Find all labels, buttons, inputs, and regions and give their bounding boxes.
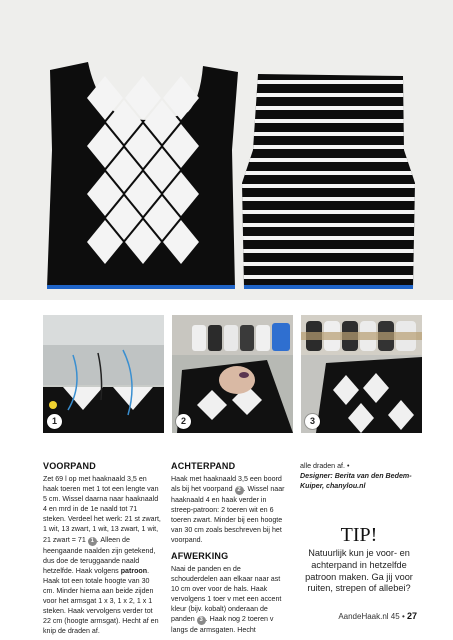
step-photos — [43, 315, 413, 433]
heading-achterpand: ACHTERPAND — [171, 461, 236, 471]
footer-bullet: • — [401, 612, 405, 621]
crochet-vests-photo — [0, 0, 453, 300]
heading-voorpand: VOORPAND — [43, 461, 96, 471]
stripe-motif — [240, 262, 420, 266]
page-number: 27 — [406, 611, 417, 621]
stripe-motif — [240, 197, 420, 201]
stripe-motif — [240, 223, 420, 227]
voorpand-text-c: . Haak tot een totale hoogte van 30 cm. Minder hierna aan beide zijden voor het armsgat 1 x 3, 1 x 2, 1 x 1 steken. Haak vervolgens verder tot 22 cm (hoogte armsgat). Hecht af en knip de draden af. — [43, 566, 159, 636]
stripe-motif — [240, 236, 420, 240]
achterpand-text-b: . Wissel naar haaknaald 4 en haak verder in streep-patroon: 2 toeren wit en 6 toeren zwart. Minder bij een hoogte van 30 cm zoals beschreven bij het voorpand. — [171, 485, 285, 545]
afwerking-text-c: Naai de panden en de schouderdelen aan elkaar naar ast 10 cm over voor de hals. Haak vervolgens 1 toer v met een accent kleur (bijv. kobalt) onderaan de panden — [171, 564, 282, 624]
step-badge-1: 1 — [47, 414, 62, 429]
step-ref-2: 2 — [235, 486, 244, 495]
col3-text — [300, 461, 418, 471]
step-ref-3: 3 — [197, 616, 206, 625]
stripe-motif — [240, 275, 420, 279]
col3-bullet: • — [346, 462, 350, 470]
stripe-motif — [240, 80, 420, 84]
column-achterpand — [171, 461, 289, 635]
voorpand-text — [43, 474, 161, 636]
step-ref-1: 1 — [88, 537, 97, 546]
footer-site: AandeHaak.nl 45 — [338, 612, 400, 621]
achterpand-text — [171, 474, 289, 546]
stripe-motif — [240, 158, 420, 162]
stripe-motif — [240, 210, 420, 214]
step-badge-2: 2 — [176, 414, 191, 429]
stripe-motif — [240, 93, 420, 97]
designer-credit: Designer: Berita van den Bedem-Kuiper, chanylou.nl — [300, 472, 412, 491]
afwerking-text — [171, 564, 289, 636]
patroon-word: patroon — [120, 566, 148, 575]
step-photo-3 — [301, 315, 422, 433]
step-photo-2 — [172, 315, 293, 433]
tip-title: TIP! — [340, 524, 378, 546]
step-badge-3: 3 — [305, 414, 320, 429]
stripe-motif — [240, 184, 420, 188]
tip-text: Natuurlijk kun je voor- en achterpand in hetzelfde patroon maken. Ga jij voor ruiten, strepen of allebei? — [305, 548, 413, 594]
hero-photo — [0, 0, 453, 300]
column-3 — [300, 461, 418, 491]
front-panel-accent-edge — [47, 285, 235, 289]
stripe-motif — [240, 249, 420, 253]
stripe-motif — [240, 145, 420, 149]
tip-box — [300, 524, 418, 595]
step-photo-1 — [43, 315, 164, 433]
stripe-motif — [240, 171, 420, 175]
column-voorpand — [43, 461, 161, 636]
afwerking-text-d: . Haak nog 2 toeren v langs de armsgaten. Hecht — [171, 615, 274, 635]
page-footer — [338, 611, 417, 621]
stripe-motif — [240, 132, 420, 136]
achterpand-text-a: Haak met haaknaald 3,5 een boord als bij het voorpand — [171, 475, 282, 494]
heading-afwerking: AFWERKING — [171, 550, 229, 561]
voorpand-text-b: . Alleen de heengaande naalden zijn getekend, dus doe de teruggaande naald hetzelfde. Haak volgens — [43, 535, 156, 575]
col3-text-a: alle draden af. — [300, 462, 345, 470]
stripe-motif — [240, 106, 420, 110]
stripe-motif — [240, 119, 420, 123]
back-panel-accent-edge — [244, 285, 413, 289]
voorpand-text-a: Zet 69 l op met haaknaald 3,5 en haak toeren met 1 tot een lengte van 5 cm. Wissel daarna naar haaknaald 4 en mrd in de 1e naald tot 71 steken. Verdeel het werk: 21 st zwart, 1 wit, 13 zwart, 1 wit, 13 zwart, 1 wit, 21 zwart = 71 — [43, 475, 161, 544]
